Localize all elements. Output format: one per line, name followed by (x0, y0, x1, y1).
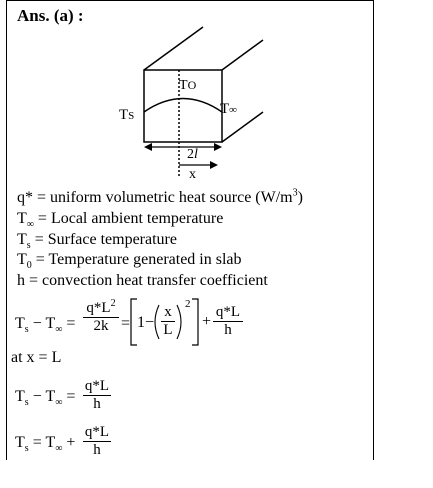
eq1-inner-fraction: x L (161, 304, 175, 339)
eq3-fraction: q*L h (84, 424, 110, 458)
definition-slab-temp: $T_0$ = Temperature generated in slab (17, 251, 242, 272)
eq1-power: 2 (185, 298, 191, 310)
label-width: 2l (187, 147, 198, 162)
eq1-one: 1− (137, 314, 155, 331)
label-t0: TO (179, 78, 197, 93)
definition-heat-source: q* = uniform volumetric heat source $(W/m^3)$ (17, 187, 303, 206)
eq3-lhs: $T_s = T_\infty$ + (15, 434, 76, 455)
slab-diagram (7, 1, 375, 191)
definition-surface-temp: $T_s$ = Surface temperature (17, 231, 177, 252)
temperature-profile-curve (144, 99, 222, 113)
eq1-lhs: $T_s - T_\infty$ = (15, 315, 76, 336)
eq2-fraction: q*L h (84, 378, 110, 412)
eq1-brackets (7, 293, 375, 353)
eq1-plus: + (202, 313, 212, 330)
definition-convection-coeff: h = convection heat transfer coefficient (17, 272, 268, 289)
eq2-lhs: $T_s - T_\infty$ = (15, 388, 76, 409)
answer-heading: Ans. (a) : (17, 6, 84, 25)
label-x: x (189, 167, 196, 182)
label-tinf: T∞ (220, 101, 238, 117)
slab-edge-line (222, 40, 263, 70)
eq1-fraction-2: q*L h (213, 304, 243, 339)
slab-edge-line (144, 27, 203, 70)
eq1-equals-2: = (121, 315, 131, 332)
answer-frame (6, 0, 374, 460)
condition-text: at x = L (11, 349, 62, 366)
definition-ambient-temp: $T_\infty$ = Local ambient temperature (17, 210, 224, 231)
label-ts: TS (119, 107, 135, 123)
eq1-fraction: $q*L^2$ 2k (83, 300, 119, 335)
